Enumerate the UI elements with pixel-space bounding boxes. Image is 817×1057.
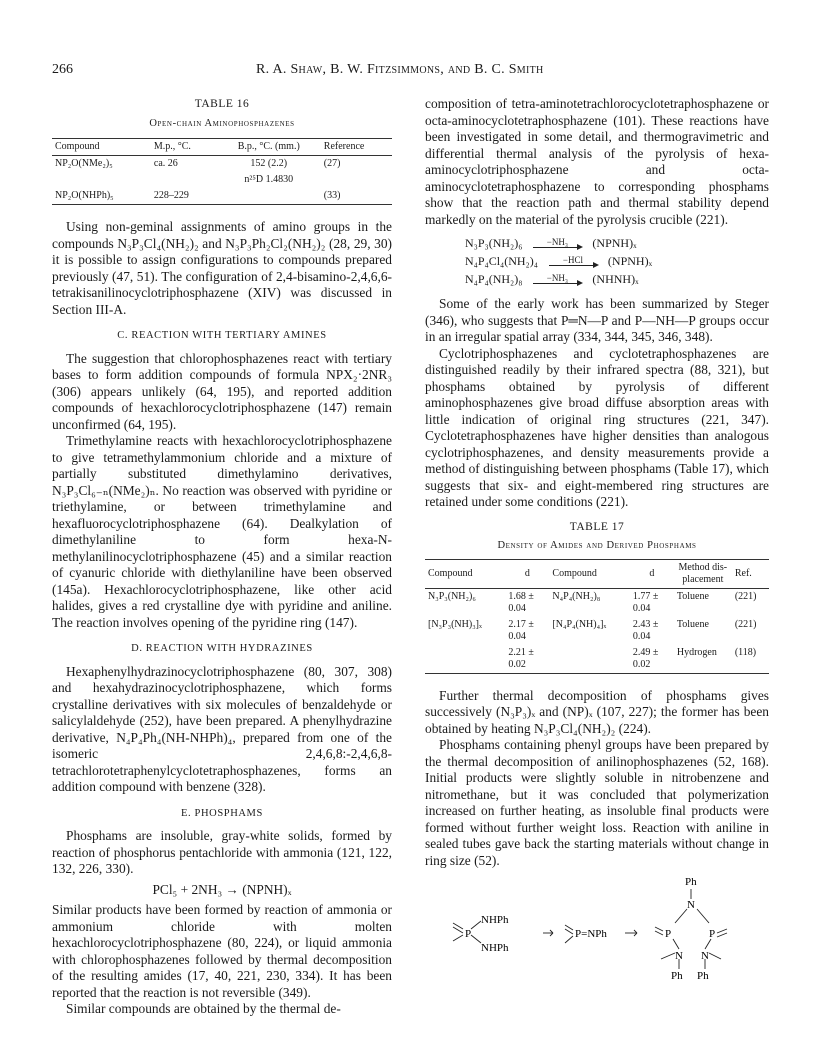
table-cell: 1.77 ± 0.04	[632, 590, 659, 614]
paragraph: Phosphams containing phenyl groups have been prepared by the thermal decomposition of anilinophosphazenes (52, 168). Initial products were slightly soluble in nitrobenzene and nitromethane, but it was concluded that polymerization increased on further heating, as insoluble final products were formed without further weight loss. Reaction with aniline in sealed tubes gave back the starting materials without change in ring size (52).	[425, 737, 769, 868]
table-cell: ca. 26	[153, 158, 178, 169]
table-cell: (27)	[323, 158, 341, 169]
paragraph: Similar products have been formed by reaction of ammonia or ammonium chloride with molten hexachlorocyclotriphosphazene (80, 224), or liquid ammonia with chlorophosphazenes followed by thermal decomposition of the resulting amides (17, 40, 221, 230, 334). It has been reported that the reaction is not reversible (349).	[52, 902, 392, 1000]
table-cell: 2.21 ± 0.02	[505, 645, 549, 674]
table-header: Compound	[549, 559, 629, 588]
table-row	[425, 645, 769, 674]
paragraph: Hexaphenylhydrazinocyclotriphosphazene (80, 307, 308) and hexahydrazinocyclotriphosphazene, which forms crystalline derivatives with six molecules of benzaldehyde or salicylaldehyde (252), have been prepared. A phenylhydrazine derivative, N₄P₄Ph₄(NH-NHPh)₄, prepared from one of the isomeric 2,4,6,8:-2,4,6,8-tetrachlorotetraphenylcyclotetraphosphazenes, forms an addition compound with benzene (328).	[52, 663, 392, 794]
table-row	[425, 617, 769, 645]
running-header: R. A. Shaw, B. W. Fitzsimmons, and B. C. Smith	[256, 62, 544, 77]
table-row	[52, 188, 392, 205]
table-17-subtitle: Density of Amides and Derived Phosphams	[497, 540, 697, 551]
table-cell: N₃P₃(NH₂)₆	[428, 590, 476, 602]
table-header: Ref.	[732, 559, 769, 588]
paragraph: Further thermal decomposition of phosphams gives successively (N₃P₃)ₓ and (NP)ₓ (107, 227); the former has been obtained by heating N₃P₃Cl₄(NH₂)₂ (224).	[425, 687, 769, 736]
right-column	[425, 96, 769, 988]
table-header: B.p., °C. (mm.)	[217, 139, 321, 156]
reactant: N₄P₄(NH₂)₈	[465, 271, 523, 286]
structure-scheme	[425, 875, 765, 983]
section-heading: D. REACTION WITH HYDRAZINES	[131, 643, 313, 654]
table-header: d	[505, 559, 549, 588]
table-header: Compound	[425, 559, 505, 588]
chem-group: Ph	[671, 970, 683, 982]
chem-group: NHPh	[481, 942, 509, 954]
section-heading: C. REACTION WITH TERTIARY AMINES	[117, 330, 327, 341]
chem-group: Ph	[685, 876, 697, 888]
reaction-arrow	[544, 256, 602, 266]
paragraph: Cyclotriphosphazenes and cyclotetraphosphazenes are distinguished readily by their infrared spectra (88, 321), but phosphams obtained by pyrolysis of different aminophosphazenes give broad diffuse absorption areas with little indication of original ring structures (221, 347). Cyclotetraphosphazenes have higher densities than analogous cyclotriphosphazenes, and density measurements provide a method of distinguishing between phosphams (Table 17), which suggests that six- and eight-membered ring structures are retained under some conditions (221).	[425, 345, 769, 509]
table-cell: NP₂O(NHPh)₅	[52, 188, 151, 205]
table-header: Method dis- placement	[674, 559, 732, 588]
arrow-icon	[533, 283, 581, 284]
chem-atom: P	[709, 928, 716, 940]
reaction-scheme	[465, 234, 769, 288]
chem-atom: P	[465, 928, 472, 940]
table-16-title: TABLE 16	[194, 98, 250, 110]
table-cell: (221)	[734, 618, 757, 630]
chem-group: P=NPh	[575, 928, 607, 940]
table-cell	[425, 645, 505, 674]
chem-atom: N	[687, 899, 695, 911]
reaction-row	[465, 234, 769, 252]
paragraph: Phosphams are insoluble, gray-white solids, formed by reaction of phosphorus pentachloride with ammonia (121, 122, 132, 226, 330).	[52, 828, 392, 876]
paragraph: Trimethylamine reacts with hexachlorocyclotriphosphazene to give tetramethylammonium chloride and a mixture of partially substituted dimethylamino derivatives, N₃P₃Cl₆₋ₙ(NMe₂)ₙ. No reaction was observed with pyridine or triethylamine, or between trimethylamine and hexafluorocyclotriphosphazene (64). Dealkylation of dimethylaniline to form hexa-N-methylanilinocyclotriphosphazene (45) and a similar reaction of cyanuric chloride with diethylaniline have been observed (145a). Hexachlorocyclotriphosphazene, like other acid halides, gives a red crystalline dye with pyridine and aniline. The reaction involves opening of the pyridine ring (147).	[52, 433, 392, 630]
table-17	[425, 519, 769, 674]
reaction-row	[465, 270, 769, 288]
table-cell: Toluene	[676, 590, 709, 602]
table-cell: [N₄P₄(NH)₄]ₓ	[552, 618, 607, 630]
arrow-condition: −NH₃	[546, 237, 569, 247]
table-cell: Hydrogen	[674, 645, 732, 674]
table-cell: (33)	[321, 188, 392, 205]
table-cell: (118)	[732, 645, 769, 674]
reaction-arrow	[528, 274, 586, 284]
arrow-icon	[549, 265, 597, 266]
paragraph: The suggestion that chlorophosphazenes react with tertiary bases to form addition compounds of formula NPX₂·2NR₃ (306) appears unlikely (64, 195), and reported addition compounds of hexachlorocyclotriphosphazene (147) remain unconfirmed (64, 195).	[52, 350, 392, 432]
left-column	[52, 96, 392, 1018]
table-16-subtitle: Open-chain Aminophosphazenes	[149, 117, 295, 129]
arrow-icon	[533, 247, 581, 248]
table-cell: N₄P₄(NH₂)₈	[552, 590, 601, 602]
reaction-row	[465, 252, 769, 270]
table-cell: 1.68 ± 0.04	[508, 590, 534, 614]
table-cell: Toluene	[676, 618, 709, 630]
chem-atom: N	[675, 950, 683, 962]
table-16-grid	[52, 138, 392, 205]
arrow-condition: −HCl	[562, 255, 583, 265]
table-cell	[321, 172, 392, 188]
table-16	[52, 96, 392, 205]
page-number: 266	[52, 62, 73, 77]
table-cell: 152 (2.2)	[250, 158, 288, 169]
table-cell: NP₂O(NMe₂)₅	[55, 158, 113, 169]
chem-group: Ph	[697, 970, 709, 982]
table-cell	[549, 645, 629, 674]
table-17-grid	[425, 559, 769, 674]
table-header: Reference	[321, 139, 392, 156]
paragraph: composition of tetra-aminotetrachlorocyclotetraphosphazene or octa-aminocyclotetraphosphazene (101). These reactions have been investigated in some detail, and thermogravimetric and differential thermal analysis of the pyrolysis of hexa-aminocyclotriphosphazene and octa-aminocyclotetraphosphazene to corresponding phosphams show that the reaction path and thermal stability depend markedly on the material of the pyrolysis crucible (221).	[425, 96, 769, 227]
paragraph: Using non-geminal assignments of amino groups in the compounds N₃P₃Cl₄(NH₂)₂ and N₃P₃Ph₂Cl₂(NH₂)₂ (28, 29, 30) it is possible to assign configurations to compounds prepared previously (47, 51). The configuration of 2,4-bisamino-2,4,6,6-tetrakisanilinocyclotriphosphazene (XIV) was discussed in Section III-A.	[52, 219, 392, 317]
table-header: d	[630, 559, 674, 588]
chem-atom: N	[701, 950, 709, 962]
table-row	[425, 588, 769, 617]
table-cell: 228–229	[151, 188, 217, 205]
table-17-title: TABLE 17	[569, 520, 625, 533]
table-row	[52, 172, 392, 188]
product: (NHNH)ₓ	[592, 271, 639, 286]
reaction-arrow	[528, 238, 586, 248]
reactant: N₃P₃(NH₂)₆	[465, 235, 523, 250]
table-cell: [N₃P₃(NH)₃]ₓ	[428, 618, 482, 630]
table-cell	[217, 188, 321, 205]
table-cell	[52, 172, 151, 188]
table-header: Compound	[52, 139, 151, 156]
section-heading: E. PHOSPHAMS	[181, 807, 263, 819]
paragraph: Some of the early work has been summarized by Steger (346), who suggests that P═N—P and P—NH—P groups occur in an irregular spatial array (334, 344, 345, 346, 348).	[425, 296, 769, 344]
chem-group: NHPh	[481, 914, 509, 926]
table-cell	[151, 172, 217, 188]
table-cell: 2.49 ± 0.02	[630, 645, 674, 674]
table-cell: n²⁵D 1.4830	[244, 174, 294, 185]
arrow-condition: −NH₃	[546, 273, 569, 283]
table-cell: 2.43 ± 0.04	[632, 618, 659, 642]
reactant: N₄P₄Cl₄(NH₂)₄	[465, 253, 538, 268]
table-row	[52, 156, 392, 173]
product: (NPNH)ₓ	[592, 235, 637, 250]
table-cell: (221)	[734, 590, 757, 602]
table-cell: 2.17 ± 0.04	[508, 618, 534, 642]
paragraph: Similar compounds are obtained by the thermal de-	[66, 1001, 341, 1016]
chem-atom: P	[665, 928, 672, 940]
product: (NPNH)ₓ	[607, 253, 653, 268]
equation: PCl₅ + 2NH₃ → (NPNH)ₓ	[152, 881, 292, 897]
table-header: M.p., °C.	[151, 139, 217, 156]
